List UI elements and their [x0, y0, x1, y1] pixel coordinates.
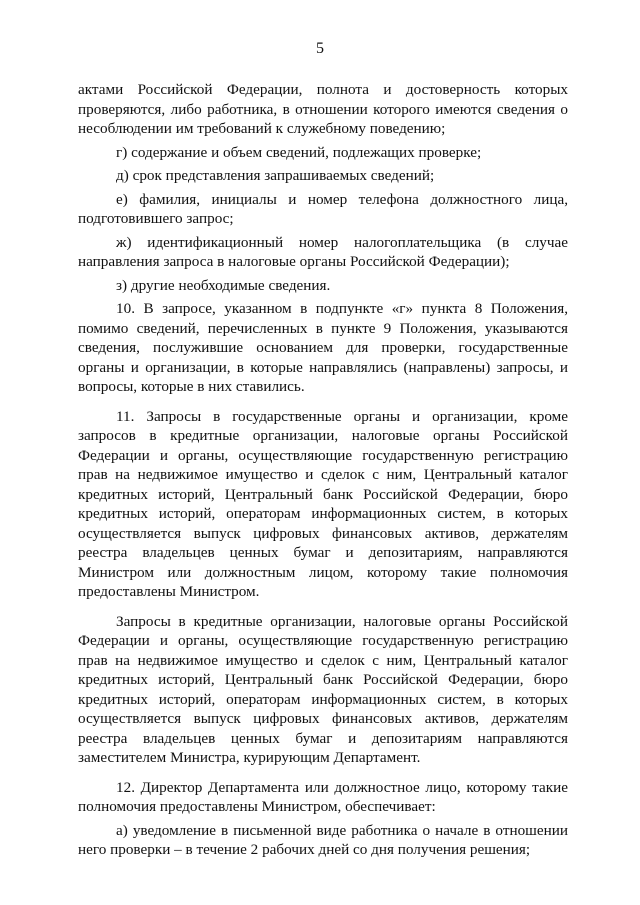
paragraph-continuation: актами Российской Федерации, полнота и достоверность которых проверяются, либо работника, в отношении которого имеются сведения о несоблюдении им требований к служебному поведению;	[78, 81, 568, 137]
paragraph-11-continued: Запросы в кредитные организации, налоговые органы Российской Федерации и органы, осуществляющие государственную регистрацию прав на недвижимое имущество и сделок с ним, Центральный каталог кредитных историй, Центральный банк Российской Федерации, бюро кредитных историй, операторам информационных систем, в которых осуществляется выпуск цифровых финансовых активов, держателям реестра владельцев ценных бумаг и депозитариям направляются заместителем Министра, курирующим Департамент.	[78, 612, 568, 766]
document-body	[78, 80, 568, 864]
paragraph-12: 12. Директор Департамента или должностное лицо, которому такие полномочия предоставлены Министром, обеспечивает:	[78, 778, 568, 815]
page-number: 5	[316, 40, 324, 57]
paragraph-item-z: з) другие необходимые сведения.	[116, 276, 331, 294]
paragraph-item-g: г) содержание и объем сведений, подлежащих проверке;	[116, 143, 482, 161]
paragraph-item-zh: ж) идентификационный номер налогоплательщика (в случае направления запроса в налоговые органы Российской Федерации);	[78, 233, 568, 270]
paragraph-item-e: е) фамилия, инициалы и номер телефона должностного лица, подготовившего запрос;	[78, 190, 568, 227]
paragraph-item-d: д) срок представления запрашиваемых сведений;	[116, 167, 435, 184]
paragraph-10: 10. В запросе, указанном в подпункте «г» пункта 8 Положения, помимо сведений, перечисленных в пункте 9 Положения, указываются сведения, послужившие основанием для проверки, государственные органы и организации, в которые направлялись (направлены) запросы, и вопросы, которые в них ставились.	[78, 300, 568, 395]
paragraph-12-item-a: а) уведомление в письменной виде работника о начале в отношении него проверки – в течение 2 рабочих дней со дня получения решения;	[78, 821, 568, 858]
paragraph-11: 11. Запросы в государственные органы и организации, кроме запросов в кредитные организации, налоговые органы Российской Федерации и органы, осуществляющие государственную регистрацию прав на недвижимое имущество и сделок с ним, Центральный каталог кредитных историй, Центральный банк Российской Федерации, бюро кредитных историй, операторам информационных систем, в которых осуществляется выпуск цифровых финансовых активов, держателям реестра владельцев ценных бумаг и депозитариям, направляются Министром или должностным лицом, которому такие полномочия предоставлены Министром.	[78, 407, 568, 600]
